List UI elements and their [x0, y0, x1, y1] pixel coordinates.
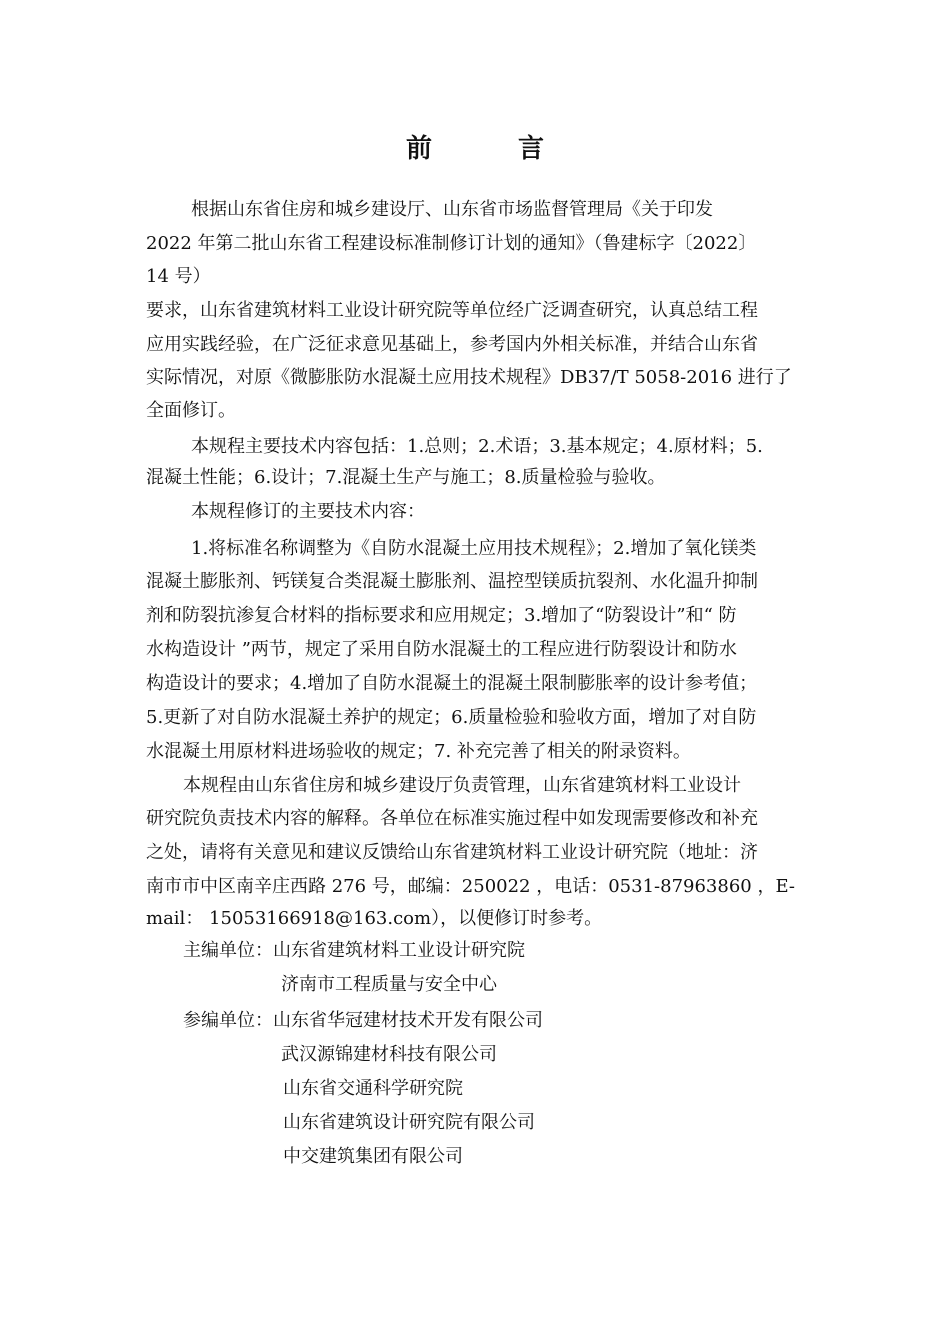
paragraph-line: 水混凝土用原材料进场验收的规定；7. 补充完善了相关的附录资料。 — [146, 741, 691, 762]
title-char-left: 前 — [405, 134, 432, 164]
paragraph-line: 本规程由山东省住房和城乡建设厅负责管理，山东省建筑材料工业设计 — [183, 775, 741, 796]
paragraph-line: 2022 年第二批山东省工程建设标准制修订计划的通知》（鲁建标字〔2022〕 — [146, 233, 757, 254]
paragraph-line: 之处，请将有关意见和建议反馈给山东省建筑材料工业设计研究院（地址：济 — [146, 842, 758, 863]
paragraph-line: 要求，山东省建筑材料工业设计研究院等单位经广泛调查研究，认真总结工程 — [146, 300, 758, 321]
chief-editor-line: 济南市工程质量与安全中心 — [281, 974, 497, 995]
paragraph-line: 应用实践经验，在广泛征求意见基础上，参考国内外相关标准，并结合山东省 — [146, 334, 758, 355]
paragraph-line: 混凝土膨胀剂、钙镁复合类混凝土膨胀剂、温控型镁质抗裂剂、水化温升抑制 — [146, 571, 758, 592]
paragraph-line: 混凝土性能；6.设计；7.混凝土生产与施工；8.质量检验与验收。 — [146, 467, 666, 488]
paragraph-line: mail： 15053166918@163.com），以便修订时参考。 — [146, 908, 603, 929]
title-char-right: 言 — [518, 134, 545, 164]
chief-editor-line: 主编单位：山东省建筑材料工业设计研究院 — [183, 940, 525, 961]
paragraph-line: 根据山东省住房和城乡建设厅、山东省市场监督管理局《关于印发 — [191, 199, 713, 220]
paragraph-line: 水构造设计 ”两节，规定了采用自防水混凝土的工程应进行防裂设计和防水 — [146, 639, 737, 660]
paragraph-line: 5.更新了对自防水混凝土养护的规定；6.质量检验和验收方面，增加了对自防 — [146, 707, 757, 728]
paragraph-line: 14 号） — [146, 266, 211, 287]
page-title — [0, 128, 950, 165]
participant-line: 山东省交通科学研究院 — [283, 1078, 463, 1099]
participant-line: 武汉源锦建材科技有限公司 — [281, 1044, 497, 1065]
paragraph-line: 南市市中区南辛庄西路 276 号，邮编：250022 ，电话：0531-87963860 ，E- — [146, 876, 796, 897]
paragraph-line: 本规程主要技术内容包括：1.总则；2.术语；3.基本规定；4.原材料；5. — [191, 436, 763, 457]
paragraph-line: 剂和防裂抗渗复合材料的指标要求和应用规定；3.增加了“防裂设计”和“ 防 — [146, 605, 737, 626]
paragraph-line: 实际情况，对原《微膨胀防水混凝土应用技术规程》DB37/T 5058-2016 进行了 — [146, 367, 792, 388]
participant-line: 参编单位：山东省华冠建材技术开发有限公司 — [183, 1010, 543, 1031]
paragraph-line: 研究院负责技术内容的解释。各单位在标准实施过程中如发现需要修改和补充 — [146, 808, 758, 829]
paragraph-line: 全面修订。 — [146, 400, 236, 421]
paragraph-line: 构造设计的要求；4.增加了自防水混凝土的混凝土限制膨胀率的设计参考值； — [146, 673, 758, 694]
participant-line: 中交建筑集团有限公司 — [283, 1146, 463, 1167]
paragraph-line: 本规程修订的主要技术内容： — [191, 501, 425, 522]
paragraph-line: 1.将标准名称调整为《自防水混凝土应用技术规程》；2.增加了氧化镁类 — [191, 538, 757, 559]
participant-line: 山东省建筑设计研究院有限公司 — [283, 1112, 535, 1133]
